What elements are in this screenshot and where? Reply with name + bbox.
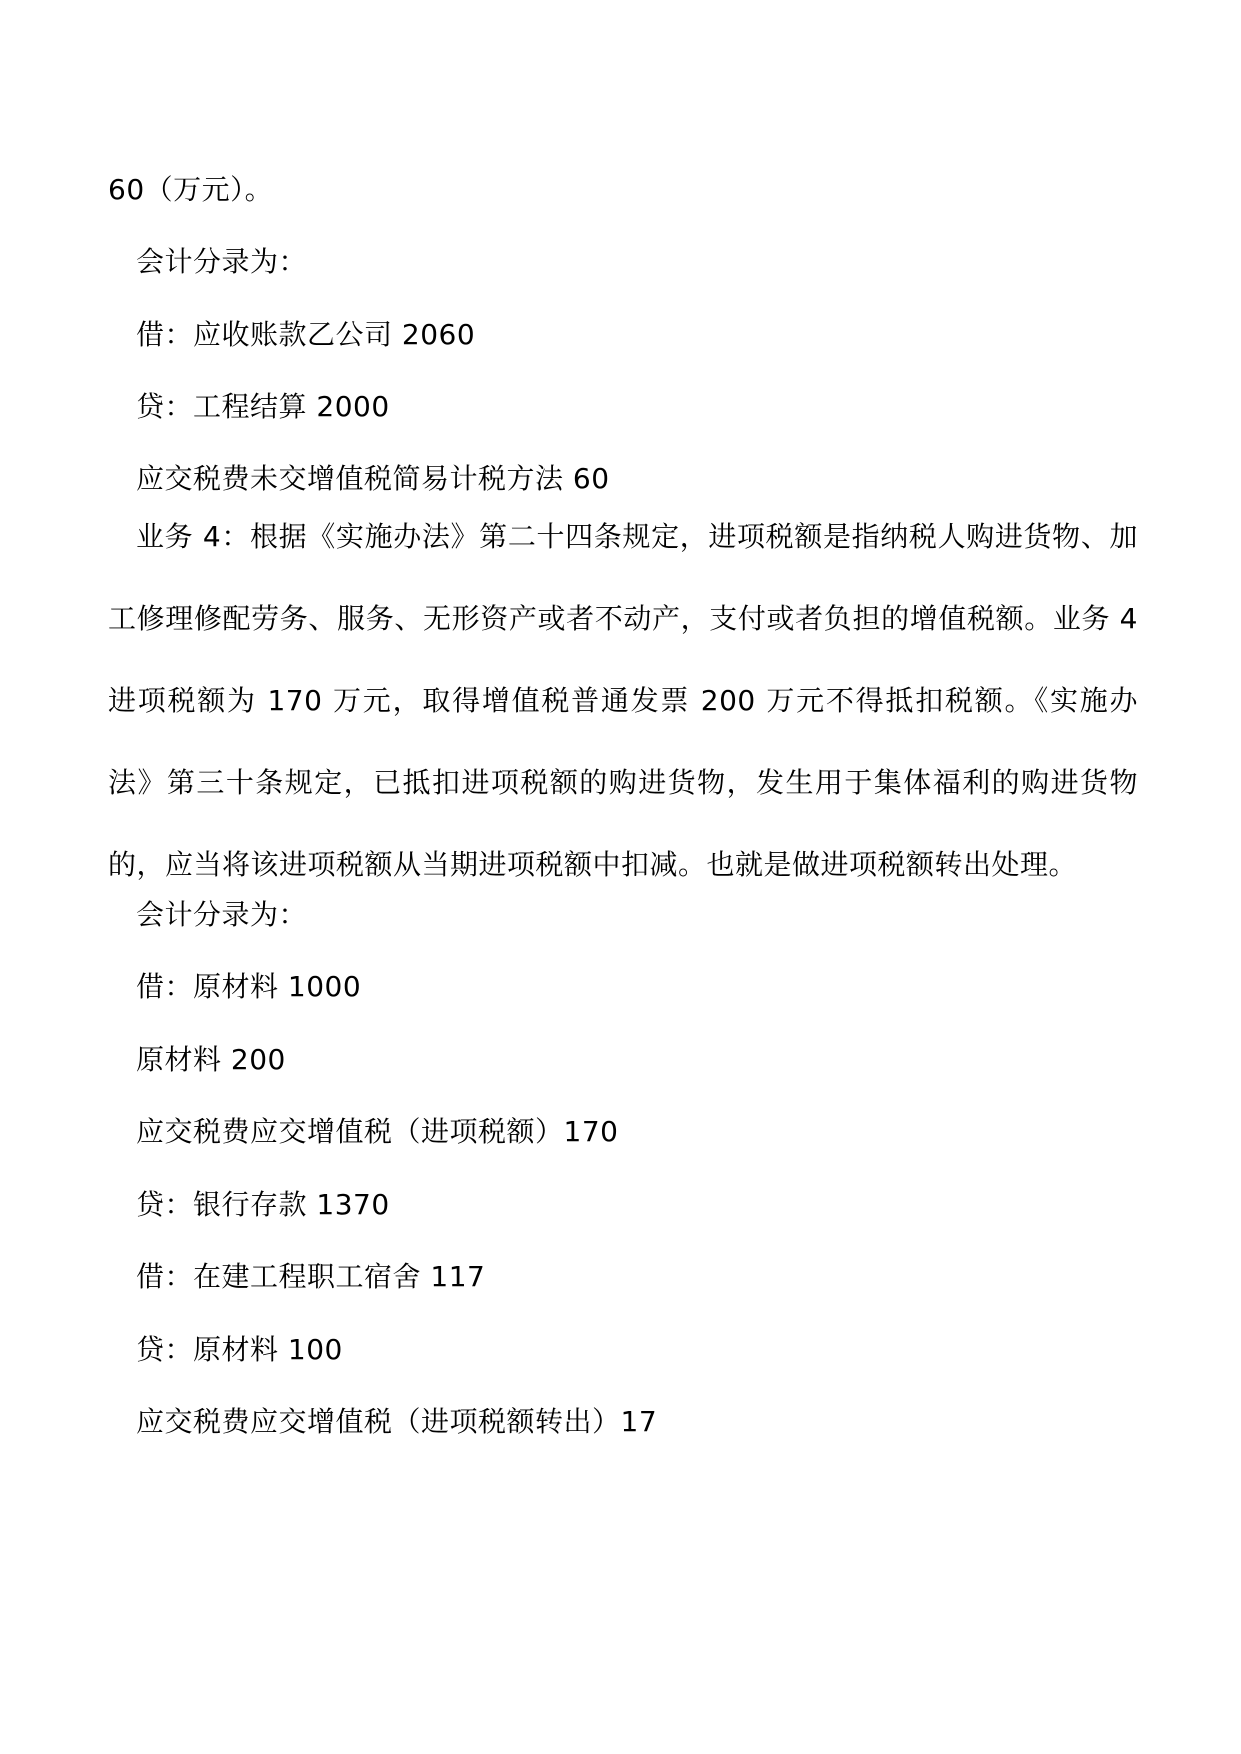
text-line: 应交税费应交增值税（进项税额）170 xyxy=(136,1115,619,1148)
text-line: 借：应收账款乙公司 2060 xyxy=(136,318,476,351)
text-line: 会计分录为： xyxy=(136,898,308,931)
text-line: 应交税费应交增值税（进项税额转出）17 xyxy=(136,1405,658,1438)
text-line: 贷：原材料 100 xyxy=(136,1333,343,1366)
text-line: 贷：银行存款 1370 xyxy=(136,1188,390,1221)
paragraph: 业务 4：根据《实施办法》第二十四条规定，进项税额是指纳税人购进货物、加工修理修配劳务、服务、无形资产或者不动产，支付或者负担的增值税额。业务 4 进项税额为 170 万元，取得增值税普通发票 200 万元不得抵扣税额。《实施办法》第三十条规定，已抵扣进项税额的购进货物，发生用于集体福利的购进货物的，应当将该进项税额从当期进项税额中扣减。也就是做进项税额转出处理。 xyxy=(108,520,1138,881)
text-line: 会计分录为： xyxy=(136,245,308,278)
text-line: 贷：工程结算 2000 xyxy=(136,390,390,423)
text-line: 原材料 200 xyxy=(136,1043,286,1076)
text-line: 借：在建工程职工宿舍 117 xyxy=(136,1260,486,1293)
text-line: 借：原材料 1000 xyxy=(136,970,362,1003)
text-line: 60（万元）。 xyxy=(108,173,274,206)
text-line: 应交税费未交增值税简易计税方法 60 xyxy=(136,462,610,495)
